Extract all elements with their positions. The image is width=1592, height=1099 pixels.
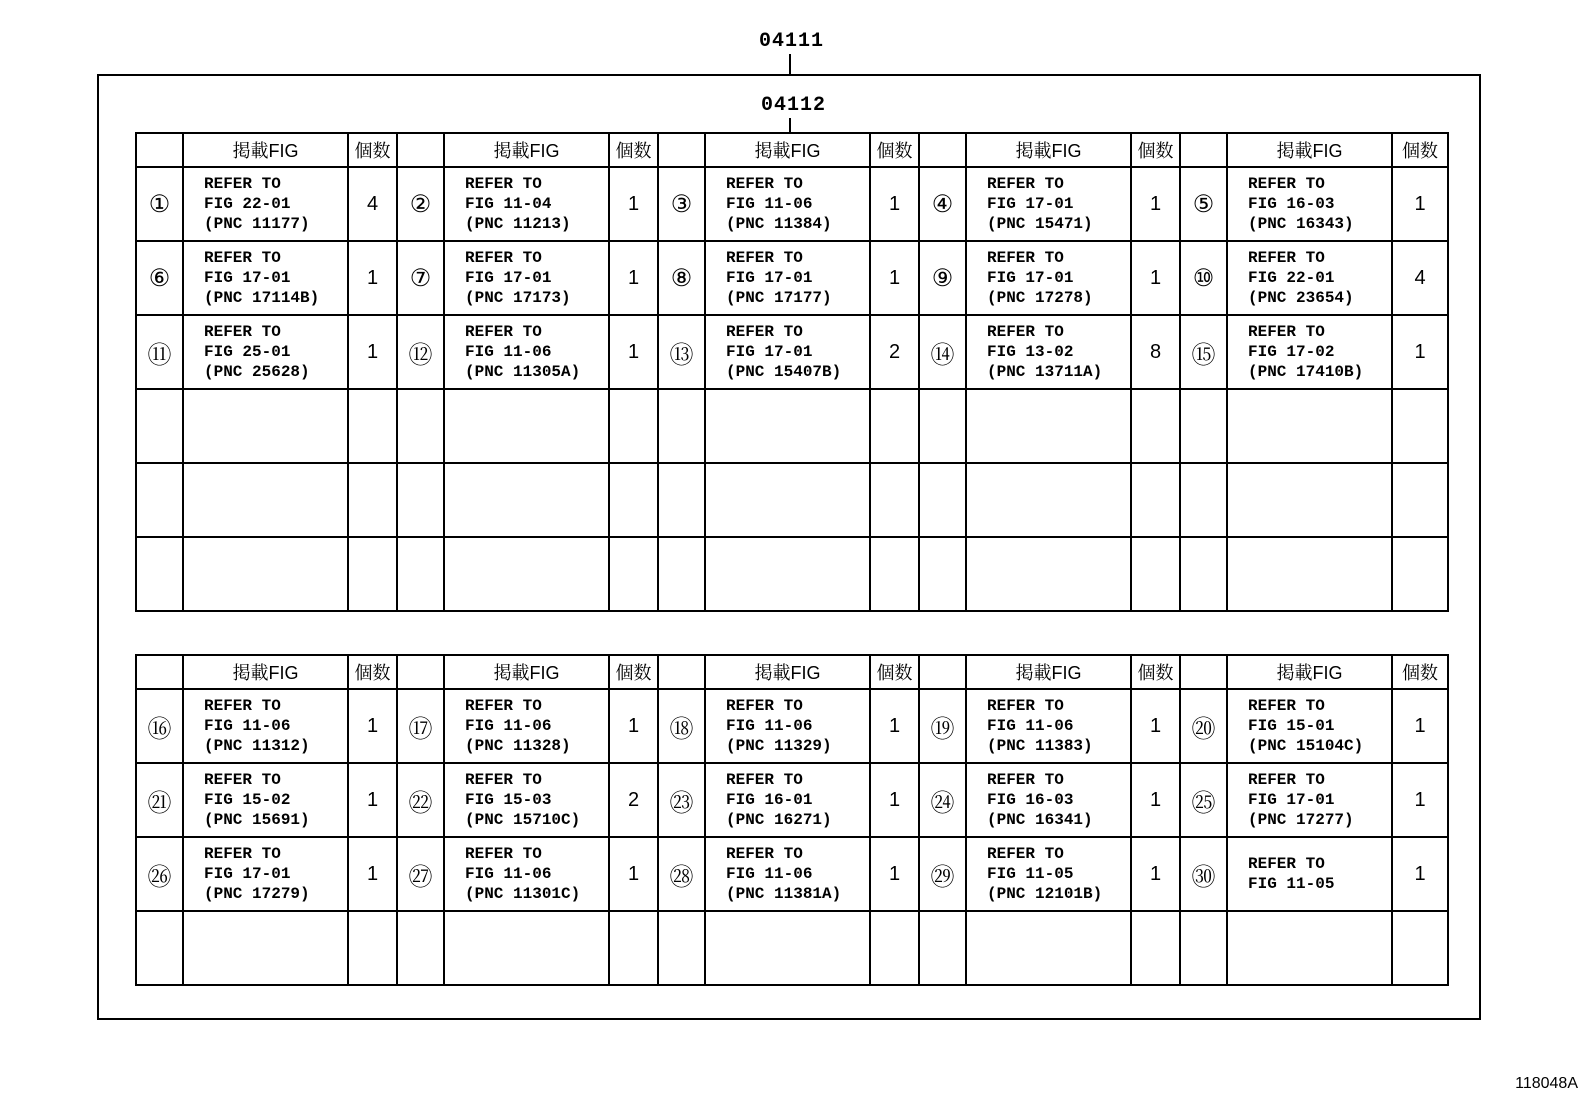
reference-line: (PNC 17177)	[726, 289, 832, 307]
header-fig: 掲載FIG	[705, 655, 870, 689]
header-qty: 個数	[870, 133, 919, 167]
reference-line: REFER TO	[726, 175, 803, 193]
figure-reference	[705, 689, 870, 763]
quantity	[1392, 911, 1448, 985]
header-blank	[397, 655, 444, 689]
item-number	[919, 911, 966, 985]
item-number: ⑭	[919, 315, 966, 389]
quantity	[609, 389, 658, 463]
header-fig: 掲載FIG	[1227, 655, 1392, 689]
figure-reference	[183, 389, 348, 463]
reference-line: REFER TO	[1248, 697, 1325, 715]
reference-line: (PNC 11383)	[987, 737, 1093, 755]
reference-line: FIG 15-03	[465, 791, 552, 809]
reference-line: (PNC 17278)	[987, 289, 1093, 307]
item-number: ㉚	[1180, 837, 1227, 911]
reference-line: (PNC 17279)	[204, 885, 310, 903]
header-qty: 個数	[1131, 133, 1180, 167]
quantity: 1	[609, 315, 658, 389]
quantity: 1	[870, 167, 919, 241]
item-number	[919, 389, 966, 463]
reference-line: REFER TO	[465, 323, 542, 341]
reference-line: REFER TO	[726, 771, 803, 789]
item-number	[397, 463, 444, 537]
table-row	[136, 463, 1448, 537]
figure-reference	[705, 911, 870, 985]
figure-reference	[1227, 763, 1392, 837]
quantity	[348, 911, 397, 985]
header-blank	[919, 133, 966, 167]
figure-reference	[444, 463, 609, 537]
figure-reference	[444, 763, 609, 837]
figure-reference	[1227, 689, 1392, 763]
quantity	[609, 537, 658, 611]
figure-reference	[444, 315, 609, 389]
quantity: 1	[1131, 763, 1180, 837]
figure-reference	[183, 763, 348, 837]
reference-line: REFER TO	[987, 697, 1064, 715]
table-row	[136, 689, 1448, 763]
figure-reference	[1227, 167, 1392, 241]
header-fig: 掲載FIG	[183, 133, 348, 167]
reference-line: (PNC 11328)	[465, 737, 571, 755]
reference-line: REFER TO	[726, 697, 803, 715]
item-number: ⑮	[1180, 315, 1227, 389]
header-row	[136, 655, 1448, 689]
quantity: 8	[1131, 315, 1180, 389]
reference-line: (PNC 11213)	[465, 215, 571, 233]
item-number: ㉗	[397, 837, 444, 911]
reference-line: FIG 11-06	[987, 717, 1074, 735]
catalog-code: 118048A	[1515, 1075, 1578, 1092]
reference-line: (PNC 23654)	[1248, 289, 1354, 307]
reference-line: REFER TO	[204, 249, 281, 267]
header-blank	[136, 133, 183, 167]
quantity: 1	[1131, 167, 1180, 241]
figure-reference	[1227, 389, 1392, 463]
quantity	[348, 463, 397, 537]
header-blank	[1180, 655, 1227, 689]
item-number	[1180, 389, 1227, 463]
item-number	[397, 389, 444, 463]
reference-line: REFER TO	[465, 845, 542, 863]
table-row	[136, 537, 1448, 611]
table-row	[136, 389, 1448, 463]
reference-line: FIG 11-06	[465, 865, 552, 883]
quantity: 2	[609, 763, 658, 837]
figure-reference	[966, 315, 1131, 389]
inner-leader-line	[789, 118, 791, 132]
header-qty: 個数	[1131, 655, 1180, 689]
reference-line: REFER TO	[1248, 771, 1325, 789]
quantity: 1	[1392, 689, 1448, 763]
figure-reference	[705, 537, 870, 611]
reference-line: (PNC 15471)	[987, 215, 1093, 233]
reference-line: REFER TO	[204, 845, 281, 863]
table-row	[136, 315, 1448, 389]
header-blank	[658, 655, 705, 689]
figure-reference	[966, 241, 1131, 315]
figure-reference	[183, 167, 348, 241]
table-row	[136, 241, 1448, 315]
quantity: 1	[348, 837, 397, 911]
reference-line: FIG 11-06	[726, 717, 813, 735]
header-qty: 個数	[348, 133, 397, 167]
reference-line: FIG 17-01	[1248, 791, 1335, 809]
reference-line: FIG 17-01	[987, 269, 1074, 287]
quantity: 4	[1392, 241, 1448, 315]
item-number	[658, 389, 705, 463]
item-number	[136, 463, 183, 537]
reference-line: (PNC 15407B)	[726, 363, 842, 381]
item-number	[658, 911, 705, 985]
item-number	[919, 463, 966, 537]
reference-line: REFER TO	[726, 323, 803, 341]
reference-line: REFER TO	[1248, 323, 1325, 341]
item-number: ⑦	[397, 241, 444, 315]
item-number: ㉘	[658, 837, 705, 911]
header-fig: 掲載FIG	[966, 655, 1131, 689]
item-number: ㉑	[136, 763, 183, 837]
reference-line: FIG 11-05	[987, 865, 1074, 883]
figure-reference	[705, 315, 870, 389]
figure-reference	[966, 763, 1131, 837]
figure-reference	[183, 689, 348, 763]
reference-line: (PNC 15104C)	[1248, 737, 1364, 755]
header-fig: 掲載FIG	[966, 133, 1131, 167]
figure-reference	[1227, 911, 1392, 985]
outer-leader-line	[789, 54, 791, 74]
reference-line: FIG 13-02	[987, 343, 1074, 361]
reference-line: FIG 17-01	[726, 269, 813, 287]
quantity	[870, 463, 919, 537]
reference-line: (PNC 16343)	[1248, 215, 1354, 233]
reference-line: (PNC 12101B)	[987, 885, 1103, 903]
figure-reference	[705, 167, 870, 241]
figure-reference	[966, 689, 1131, 763]
reference-line: (PNC 13711A)	[987, 363, 1103, 381]
quantity: 1	[1131, 837, 1180, 911]
quantity: 1	[609, 689, 658, 763]
reference-line: (PNC 11305A)	[465, 363, 581, 381]
reference-line: (PNC 25628)	[204, 363, 310, 381]
quantity: 1	[348, 315, 397, 389]
figure-reference	[183, 315, 348, 389]
table-row	[136, 763, 1448, 837]
reference-line: REFER TO	[1248, 855, 1325, 873]
reference-line: FIG 15-02	[204, 791, 291, 809]
item-number: ㉓	[658, 763, 705, 837]
reference-line: FIG 25-01	[204, 343, 291, 361]
quantity	[1392, 463, 1448, 537]
figure-reference	[966, 463, 1131, 537]
item-number: ⑯	[136, 689, 183, 763]
reference-line: FIG 11-04	[465, 195, 552, 213]
reference-line: REFER TO	[465, 771, 542, 789]
quantity	[609, 463, 658, 537]
reference-line: (PNC 11329)	[726, 737, 832, 755]
reference-line: (PNC 17114B)	[204, 289, 320, 307]
parts-table-upper	[135, 132, 1449, 612]
reference-line: (PNC 15710C)	[465, 811, 581, 829]
reference-line: REFER TO	[204, 323, 281, 341]
quantity: 1	[1131, 241, 1180, 315]
header-qty: 個数	[609, 655, 658, 689]
quantity: 1	[609, 837, 658, 911]
quantity	[1392, 537, 1448, 611]
reference-line: FIG 16-03	[987, 791, 1074, 809]
item-number: ⑳	[1180, 689, 1227, 763]
reference-line: REFER TO	[204, 697, 281, 715]
figure-reference	[1227, 463, 1392, 537]
quantity: 1	[348, 689, 397, 763]
figure-reference	[444, 167, 609, 241]
figure-reference	[183, 837, 348, 911]
reference-line: FIG 16-01	[726, 791, 813, 809]
reference-line: FIG 11-06	[726, 195, 813, 213]
figure-reference	[705, 389, 870, 463]
item-number: ㉔	[919, 763, 966, 837]
quantity: 1	[1392, 837, 1448, 911]
item-number: ①	[136, 167, 183, 241]
figure-reference	[966, 837, 1131, 911]
reference-line: FIG 11-05	[1248, 875, 1335, 893]
reference-line: (PNC 16271)	[726, 811, 832, 829]
item-number	[136, 911, 183, 985]
figure-reference	[1227, 837, 1392, 911]
item-number: ⑰	[397, 689, 444, 763]
figure-reference	[705, 837, 870, 911]
header-qty: 個数	[348, 655, 397, 689]
reference-line: REFER TO	[987, 175, 1064, 193]
reference-line: FIG 22-01	[1248, 269, 1335, 287]
figure-reference	[966, 537, 1131, 611]
reference-line: REFER TO	[465, 175, 542, 193]
reference-line: REFER TO	[987, 845, 1064, 863]
quantity	[609, 911, 658, 985]
figure-reference	[444, 837, 609, 911]
item-number: ⑧	[658, 241, 705, 315]
item-number: ⑪	[136, 315, 183, 389]
item-number	[397, 911, 444, 985]
figure-reference	[444, 389, 609, 463]
reference-line: REFER TO	[465, 249, 542, 267]
reference-line: REFER TO	[1248, 175, 1325, 193]
item-number	[397, 537, 444, 611]
item-number	[1180, 911, 1227, 985]
figure-reference	[705, 241, 870, 315]
figure-reference	[444, 689, 609, 763]
header-fig: 掲載FIG	[444, 133, 609, 167]
quantity	[1392, 389, 1448, 463]
reference-line: (PNC 11301C)	[465, 885, 581, 903]
reference-line: (PNC 11384)	[726, 215, 832, 233]
figure-reference	[444, 911, 609, 985]
parts-table-lower	[135, 654, 1449, 986]
item-number	[919, 537, 966, 611]
reference-line: (PNC 11312)	[204, 737, 310, 755]
quantity: 1	[870, 763, 919, 837]
header-blank	[1180, 133, 1227, 167]
reference-line: FIG 11-06	[204, 717, 291, 735]
reference-line: FIG 17-01	[465, 269, 552, 287]
reference-line: FIG 17-01	[987, 195, 1074, 213]
reference-line: (PNC 17173)	[465, 289, 571, 307]
table-row	[136, 837, 1448, 911]
quantity	[348, 389, 397, 463]
quantity	[1131, 463, 1180, 537]
item-number	[1180, 463, 1227, 537]
figure-reference	[966, 167, 1131, 241]
reference-line: REFER TO	[987, 249, 1064, 267]
outer-assembly-code: 04111	[759, 30, 825, 53]
header-qty: 個数	[870, 655, 919, 689]
quantity	[870, 537, 919, 611]
header-blank	[136, 655, 183, 689]
figure-reference	[705, 463, 870, 537]
reference-line: FIG 17-01	[726, 343, 813, 361]
quantity: 1	[1392, 315, 1448, 389]
item-number: ㉒	[397, 763, 444, 837]
header-blank	[397, 133, 444, 167]
reference-line: (PNC 16341)	[987, 811, 1093, 829]
item-number: ⑱	[658, 689, 705, 763]
reference-line: (PNC 15691)	[204, 811, 310, 829]
item-number: ㉖	[136, 837, 183, 911]
quantity: 1	[348, 241, 397, 315]
figure-reference	[183, 537, 348, 611]
reference-line: FIG 11-06	[465, 343, 552, 361]
reference-line: REFER TO	[987, 323, 1064, 341]
header-row	[136, 133, 1448, 167]
reference-line: REFER TO	[726, 845, 803, 863]
reference-line: (PNC 11381A)	[726, 885, 842, 903]
reference-line: (PNC 17277)	[1248, 811, 1354, 829]
header-qty: 個数	[609, 133, 658, 167]
quantity: 1	[870, 689, 919, 763]
quantity	[348, 537, 397, 611]
reference-line: (PNC 17410B)	[1248, 363, 1364, 381]
quantity	[870, 911, 919, 985]
quantity: 1	[870, 837, 919, 911]
figure-reference	[1227, 241, 1392, 315]
reference-line: FIG 22-01	[204, 195, 291, 213]
figure-reference	[444, 537, 609, 611]
item-number	[658, 463, 705, 537]
reference-line: FIG 17-02	[1248, 343, 1335, 361]
header-blank	[658, 133, 705, 167]
quantity	[1131, 537, 1180, 611]
header-qty: 個数	[1392, 655, 1448, 689]
header-fig: 掲載FIG	[183, 655, 348, 689]
table-row	[136, 167, 1448, 241]
reference-line: FIG 11-06	[465, 717, 552, 735]
quantity	[1131, 389, 1180, 463]
reference-line: (PNC 11177)	[204, 215, 310, 233]
item-number: ⑲	[919, 689, 966, 763]
quantity: 1	[609, 241, 658, 315]
figure-reference	[705, 763, 870, 837]
figure-reference	[183, 911, 348, 985]
figure-reference	[966, 911, 1131, 985]
inner-assembly-code: 04112	[761, 94, 827, 117]
figure-reference	[1227, 315, 1392, 389]
item-number	[658, 537, 705, 611]
figure-reference	[966, 389, 1131, 463]
item-number: ⑬	[658, 315, 705, 389]
header-fig: 掲載FIG	[1227, 133, 1392, 167]
quantity	[870, 389, 919, 463]
quantity: 1	[1392, 763, 1448, 837]
item-number: ⑫	[397, 315, 444, 389]
reference-line: FIG 16-03	[1248, 195, 1335, 213]
item-number: ㉕	[1180, 763, 1227, 837]
item-number: ④	[919, 167, 966, 241]
reference-line: FIG 15-01	[1248, 717, 1335, 735]
item-number: ②	[397, 167, 444, 241]
item-number: ⑤	[1180, 167, 1227, 241]
reference-line: REFER TO	[987, 771, 1064, 789]
quantity: 1	[348, 763, 397, 837]
reference-line: REFER TO	[465, 697, 542, 715]
quantity: 2	[870, 315, 919, 389]
table-row	[136, 911, 1448, 985]
figure-reference	[183, 463, 348, 537]
reference-line: FIG 17-01	[204, 865, 291, 883]
item-number: ⑨	[919, 241, 966, 315]
reference-line: REFER TO	[726, 249, 803, 267]
reference-line: REFER TO	[1248, 249, 1325, 267]
quantity: 1	[609, 167, 658, 241]
item-number: ③	[658, 167, 705, 241]
header-blank	[919, 655, 966, 689]
reference-line: REFER TO	[204, 175, 281, 193]
quantity: 4	[348, 167, 397, 241]
figure-reference	[444, 241, 609, 315]
item-number	[136, 537, 183, 611]
item-number: ⑥	[136, 241, 183, 315]
quantity: 1	[1392, 167, 1448, 241]
reference-line: FIG 17-01	[204, 269, 291, 287]
reference-line: FIG 11-06	[726, 865, 813, 883]
item-number: ⑩	[1180, 241, 1227, 315]
header-fig: 掲載FIG	[705, 133, 870, 167]
figure-reference	[183, 241, 348, 315]
item-number	[1180, 537, 1227, 611]
header-fig: 掲載FIG	[444, 655, 609, 689]
header-qty: 個数	[1392, 133, 1448, 167]
item-number	[136, 389, 183, 463]
quantity: 1	[1131, 689, 1180, 763]
item-number: ㉙	[919, 837, 966, 911]
quantity	[1131, 911, 1180, 985]
figure-reference	[1227, 537, 1392, 611]
reference-line: REFER TO	[204, 771, 281, 789]
quantity: 1	[870, 241, 919, 315]
